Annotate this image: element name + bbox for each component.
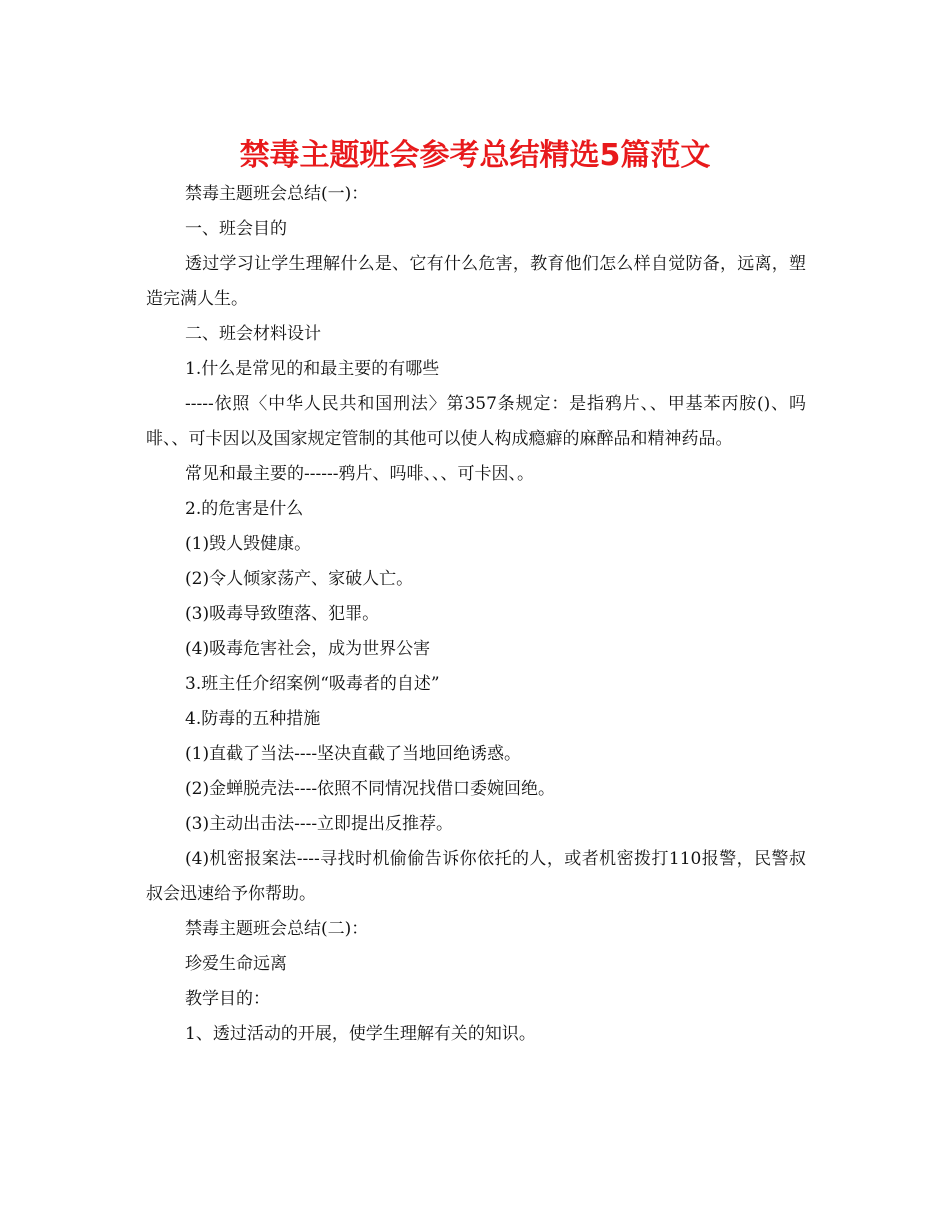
paragraph: 珍爱生命远离 [185, 954, 287, 974]
section-heading: 一、班会目的 [185, 219, 287, 239]
paragraph: 常见和最主要的------鸦片、吗啡、、、可卡因、。 [185, 464, 534, 484]
paragraph: 禁毒主题班会总结(一)： [185, 184, 369, 204]
list-item: (3)吸毒导致堕落、犯罪。 [185, 604, 380, 624]
paragraph: 教学目的： [185, 989, 270, 1009]
list-item: (4)吸毒危害社会，成为世界公害 [185, 639, 431, 659]
paragraph: 透过学习让学生理解什么是、它有什么危害，教育他们怎么样自觉防备，远离，塑造完满人生。 [146, 254, 806, 309]
section-heading: 二、班会材料设计 [185, 324, 321, 344]
paragraph: 禁毒主题班会总结(二)： [185, 919, 369, 939]
paragraph: 4.防毒的五种措施 [185, 709, 321, 729]
paragraph: 2.的危害是什么 [185, 499, 304, 519]
paragraph: -----依照〈中华人民共和国刑法〉第357条规定：是指鸦片、、甲基苯丙胺()、吗啡、、可卡因以及国家规定管制的其他可以使人构成瘾癖的麻醉品和精神药品。 [146, 394, 806, 449]
document-title: 禁毒主题班会参考总结精选5篇范文 [239, 138, 711, 173]
list-item: (4)机密报案法----寻找时机偷偷告诉你依托的人，或者机密拨打110报警，民警叔叔会迅速给予你帮助。 [146, 849, 806, 904]
list-item: (1)毁人毁健康。 [185, 534, 312, 554]
list-item: 1、透过活动的开展，使学生理解有关的知识。 [185, 1024, 536, 1044]
document-body [146, 177, 806, 1052]
paragraph: 3.班主任介绍案例“吸毒者的自述” [185, 674, 440, 694]
list-item: (2)金蝉脱壳法----依照不同情况找借口委婉回绝。 [185, 779, 556, 799]
list-item: (1)直截了当法----坚决直截了当地回绝诱惑。 [185, 744, 522, 764]
list-item: (3)主动出击法----立即提出反推荐。 [185, 814, 454, 834]
list-item: (2)令人倾家荡产、家破人亡。 [185, 569, 414, 589]
paragraph: 1.什么是常见的和最主要的有哪些 [185, 359, 440, 379]
